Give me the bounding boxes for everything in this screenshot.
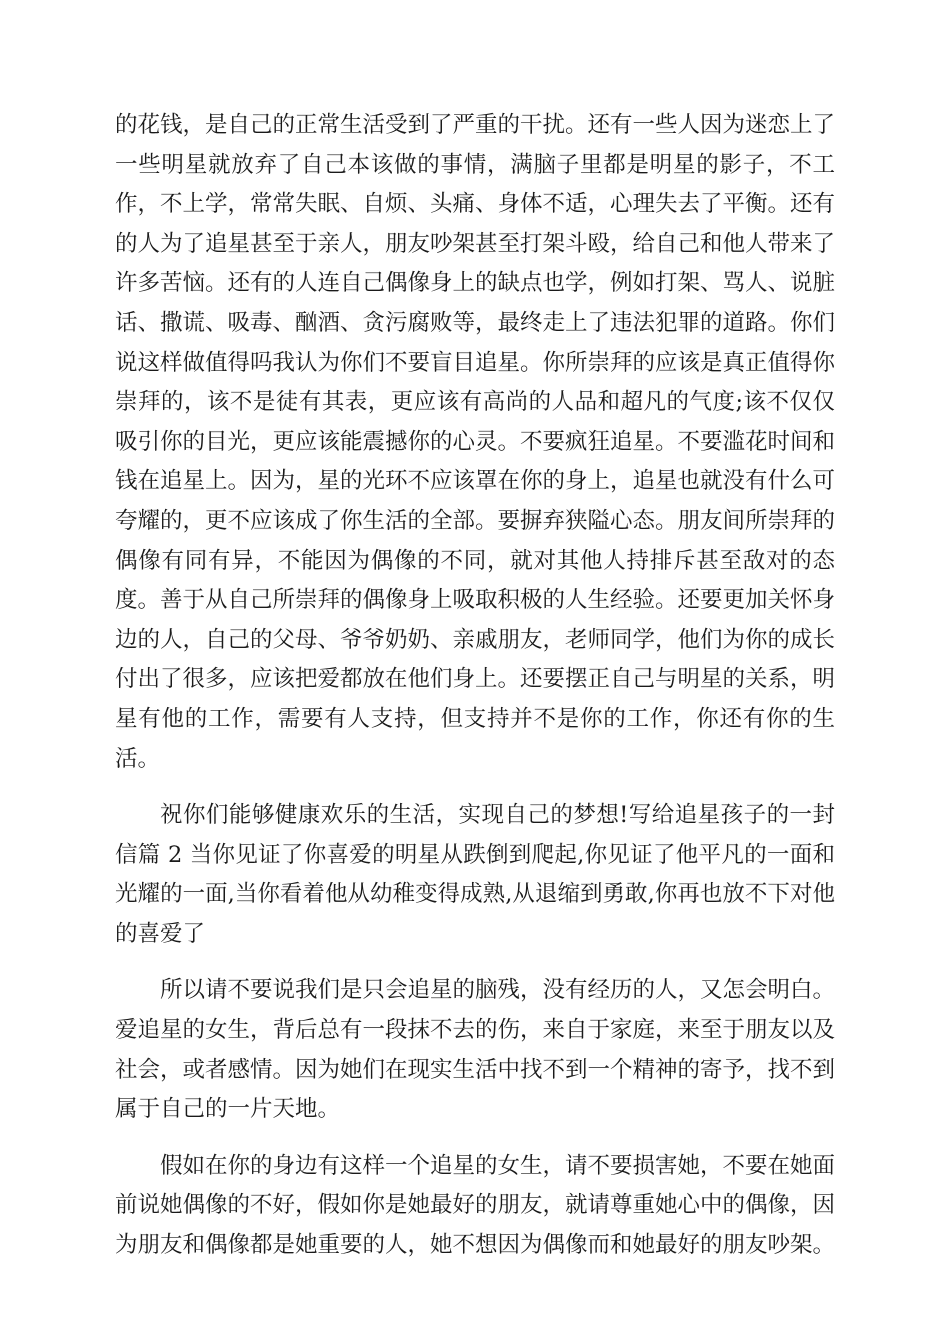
paragraph-4: 假如在你的身边有这样一个追星的女生，请不要损害她，不要在她面前说她偶像的不好，假如你是她最好的朋友，就请尊重她心中的偶像，因为朋友和偶像都是她重要的人，她不想因为偶像而和她最好的朋友吵架。: [115, 1152, 836, 1259]
paragraph-1: 的花钱，是自己的正常生活受到了严重的干扰。还有一些人因为迷恋上了一些明星就放弃了自己本该做的事情，满脑子里都是明星的影子，不工作，不上学，常常失眠、自烦、头痛、身体不适，心理失去了平衡。还有的人为了追星甚至于亲人，朋友吵架甚至打架斗殴，给自己和他人带来了许多苦恼。还有的人连自己偶像身上的缺点也学，例如打架、骂人、说脏话、撒谎、吸毒、酗酒、贪污腐败等，最终走上了违法犯罪的道路。你们说这样做值得吗我认为你们不要盲目追星。你所崇拜的应该是真正值得你崇拜的，该不是徒有其表，更应该有高尚的人品和超凡的气度;该不仅仅吸引你的目光，更应该能震撼你的心灵。不要疯狂追星。不要滥花时间和钱在追星上。因为，星的光环不应该罩在你的身上，追星也就没有什么可夸耀的，更不应该成了你生活的全部。要摒弃狭隘心态。朋友间所崇拜的偶像有同有异，不能因为偶像的不同，就对其他人持排斥甚至敌对的态度。善于从自己所崇拜的偶像身上吸取积极的人生经验。还要更加关怀身边的人，自己的父母、爷爷奶奶、亲戚朋友，老师同学，他们为你的成长付出了很多，应该把爱都放在他们身上。还要摆正自己与明星的关系，明星有他的工作，需要有人支持，但支持并不是你的工作，你还有你的生活。: [115, 112, 836, 772]
document-page: [115, 106, 835, 1283]
paragraph-3: 所以请不要说我们是只会追星的脑残，没有经历的人，又怎会明白。爱追星的女生，背后总有一段抹不去的伤，来自于家庭，来至于朋友以及社会，或者感情。因为她们在现实生活中找不到一个精神的寄予，找不到属于自己的一片天地。: [115, 977, 836, 1123]
paragraph-2: 祝你们能够健康欢乐的生活，实现自己的梦想!写给追星孩子的一封信篇 2 当你见证了你喜爱的明星从跌倒到爬起,你见证了他平凡的一面和光耀的一面,当你看着他从幼稚变得成熟,从退缩到勇敢,你再也放不下对他的喜爱了: [115, 802, 835, 947]
